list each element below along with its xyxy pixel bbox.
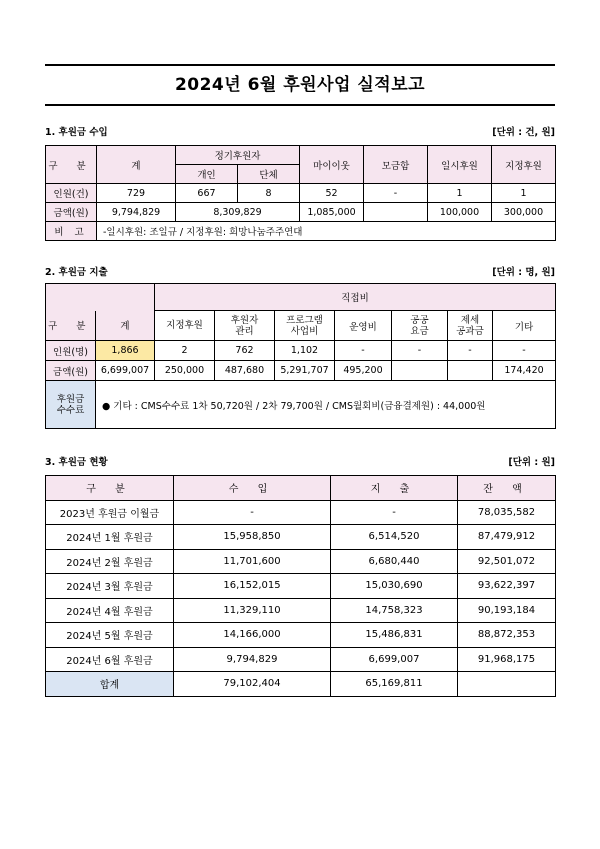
section-status-title: 3. 후원금 현황 (45, 457, 108, 468)
table-row (46, 184, 556, 203)
status-row-expense: 15,030,690 (331, 574, 458, 599)
income-header-regular: 정기후원자 (176, 146, 300, 165)
expense-header-operating: 운영비 (335, 311, 392, 341)
expense-amount-label: 금액(원) (46, 361, 96, 381)
table-header-row (46, 476, 556, 501)
status-row-income: 11,329,110 (174, 598, 331, 623)
income-table (45, 145, 556, 241)
income-note-label: 비 고 (46, 222, 97, 241)
status-header-income: 수 입 (174, 476, 331, 501)
table-row (46, 525, 556, 550)
section-expense-header (45, 264, 555, 278)
status-row-label: 2024년 6월 후원금 (46, 647, 174, 672)
income-header-temporary: 일시후원 (428, 146, 492, 184)
expense-count-program: 1,102 (275, 341, 335, 361)
status-row-balance: 91,968,175 (458, 647, 556, 672)
expense-fee-text: ● 기타 : CMS수수료 1차 50,720원 / 2차 79,700원 / CMS월회비(금융결제원) : 44,000원 (96, 381, 556, 429)
status-header-balance: 잔 액 (458, 476, 556, 501)
expense-header-other: 기타 (493, 311, 556, 341)
income-count-group: 8 (238, 184, 300, 203)
status-row-balance: 88,872,353 (458, 623, 556, 648)
status-row-balance: 92,501,072 (458, 549, 556, 574)
status-row-balance: 87,479,912 (458, 525, 556, 550)
expense-header-sponsor-mgmt: 후원자 관리 (215, 311, 275, 341)
status-row-expense: - (331, 500, 458, 525)
table-row (46, 598, 556, 623)
status-total-label: 합계 (46, 672, 174, 697)
expense-header-category: 구 분 (46, 311, 96, 341)
status-row-balance: 90,193,184 (458, 598, 556, 623)
table-row (46, 341, 556, 361)
table-row (46, 381, 556, 429)
income-amount-designated: 300,000 (492, 203, 556, 222)
expense-header-total: 계 (96, 311, 155, 341)
status-row-label: 2024년 3월 후원금 (46, 574, 174, 599)
status-total-expense: 65,169,811 (331, 672, 458, 697)
income-count-fundraising: - (364, 184, 428, 203)
expense-count-other: - (493, 341, 556, 361)
expense-header-direct: 직접비 (155, 284, 556, 311)
expense-header-program: 프로그램 사업비 (275, 311, 335, 341)
table-row (46, 623, 556, 648)
expense-header-designated: 지정후원 (155, 311, 215, 341)
income-header-individual: 개인 (176, 165, 238, 184)
income-header-myway: 마이이웃 (300, 146, 364, 184)
expense-amount-sponsor-mgmt: 487,680 (215, 361, 275, 381)
section-status-unit: [단위 : 원] (508, 457, 555, 468)
status-row-expense: 6,514,520 (331, 525, 458, 550)
status-row-income: 14,166,000 (174, 623, 331, 648)
expense-count-label: 인원(명) (46, 341, 96, 361)
table-row (46, 203, 556, 222)
expense-amount-utilities (392, 361, 448, 381)
income-count-myway: 52 (300, 184, 364, 203)
section-income-unit: [단위 : 건, 원] (492, 127, 555, 138)
expense-count-taxes: - (448, 341, 493, 361)
status-total-balance (458, 672, 556, 697)
income-amount-regular: 8,309,829 (176, 203, 300, 222)
section-status-header (45, 454, 555, 468)
expense-header-utilities: 공공 요금 (392, 311, 448, 341)
table-row (46, 361, 556, 381)
table-row (46, 647, 556, 672)
expense-amount-operating: 495,200 (335, 361, 392, 381)
income-count-designated: 1 (492, 184, 556, 203)
status-header-category: 구 분 (46, 476, 174, 501)
section-expense-title: 2. 후원금 지출 (45, 267, 108, 278)
expense-count-operating: - (335, 341, 392, 361)
status-row-income: - (174, 500, 331, 525)
income-header-group: 단체 (238, 165, 300, 184)
status-row-label: 2024년 2월 후원금 (46, 549, 174, 574)
status-table (45, 475, 556, 697)
income-header-category: 구 분 (46, 146, 97, 184)
income-amount-temporary: 100,000 (428, 203, 492, 222)
income-count-temporary: 1 (428, 184, 492, 203)
status-row-expense: 6,699,007 (331, 647, 458, 672)
status-row-label: 2024년 5월 후원금 (46, 623, 174, 648)
income-count-total: 729 (97, 184, 176, 203)
status-row-income: 15,958,850 (174, 525, 331, 550)
expense-header-taxes: 제세 공과금 (448, 311, 493, 341)
expense-amount-taxes (448, 361, 493, 381)
expense-header-blank (46, 284, 155, 311)
income-header-designated: 지정후원 (492, 146, 556, 184)
table-total-row (46, 672, 556, 697)
income-note-text: -일시후원: 조일규 / 지정후원: 희망나눔주주연대 (97, 222, 556, 241)
income-amount-total: 9,794,829 (97, 203, 176, 222)
status-row-expense: 15,486,831 (331, 623, 458, 648)
status-total-income: 79,102,404 (174, 672, 331, 697)
section-income-title: 1. 후원금 수입 (45, 127, 108, 138)
page-title: 2024년 6월 후원사업 실적보고 (45, 64, 555, 106)
income-amount-fundraising (364, 203, 428, 222)
status-row-income: 16,152,015 (174, 574, 331, 599)
income-header-total: 계 (97, 146, 176, 184)
expense-count-utilities: - (392, 341, 448, 361)
expense-amount-total: 6,699,007 (96, 361, 155, 381)
income-header-fundraising: 모금함 (364, 146, 428, 184)
status-row-income: 11,701,600 (174, 549, 331, 574)
income-count-individual: 667 (176, 184, 238, 203)
section-income-header (45, 124, 555, 138)
expense-count-sponsor-mgmt: 762 (215, 341, 275, 361)
status-row-label: 2024년 4월 후원금 (46, 598, 174, 623)
status-row-expense: 6,680,440 (331, 549, 458, 574)
table-row (46, 222, 556, 241)
expense-count-total: 1,866 (96, 341, 155, 361)
table-row (46, 574, 556, 599)
expense-table (45, 283, 556, 429)
status-row-expense: 14,758,323 (331, 598, 458, 623)
expense-amount-program: 5,291,707 (275, 361, 335, 381)
status-row-balance: 93,622,397 (458, 574, 556, 599)
expense-fee-label: 후원금 수수료 (46, 381, 96, 429)
expense-amount-other: 174,420 (493, 361, 556, 381)
table-row (46, 500, 556, 525)
status-row-income: 9,794,829 (174, 647, 331, 672)
income-amount-myway: 1,085,000 (300, 203, 364, 222)
table-row (46, 549, 556, 574)
income-count-label: 인원(건) (46, 184, 97, 203)
expense-amount-designated: 250,000 (155, 361, 215, 381)
status-row-balance: 78,035,582 (458, 500, 556, 525)
status-row-label: 2024년 1월 후원금 (46, 525, 174, 550)
section-expense-unit: [단위 : 명, 원] (492, 267, 555, 278)
status-header-expense: 지 출 (331, 476, 458, 501)
income-amount-label: 금액(원) (46, 203, 97, 222)
status-row-label: 2023년 후원금 이월금 (46, 500, 174, 525)
expense-count-designated: 2 (155, 341, 215, 361)
